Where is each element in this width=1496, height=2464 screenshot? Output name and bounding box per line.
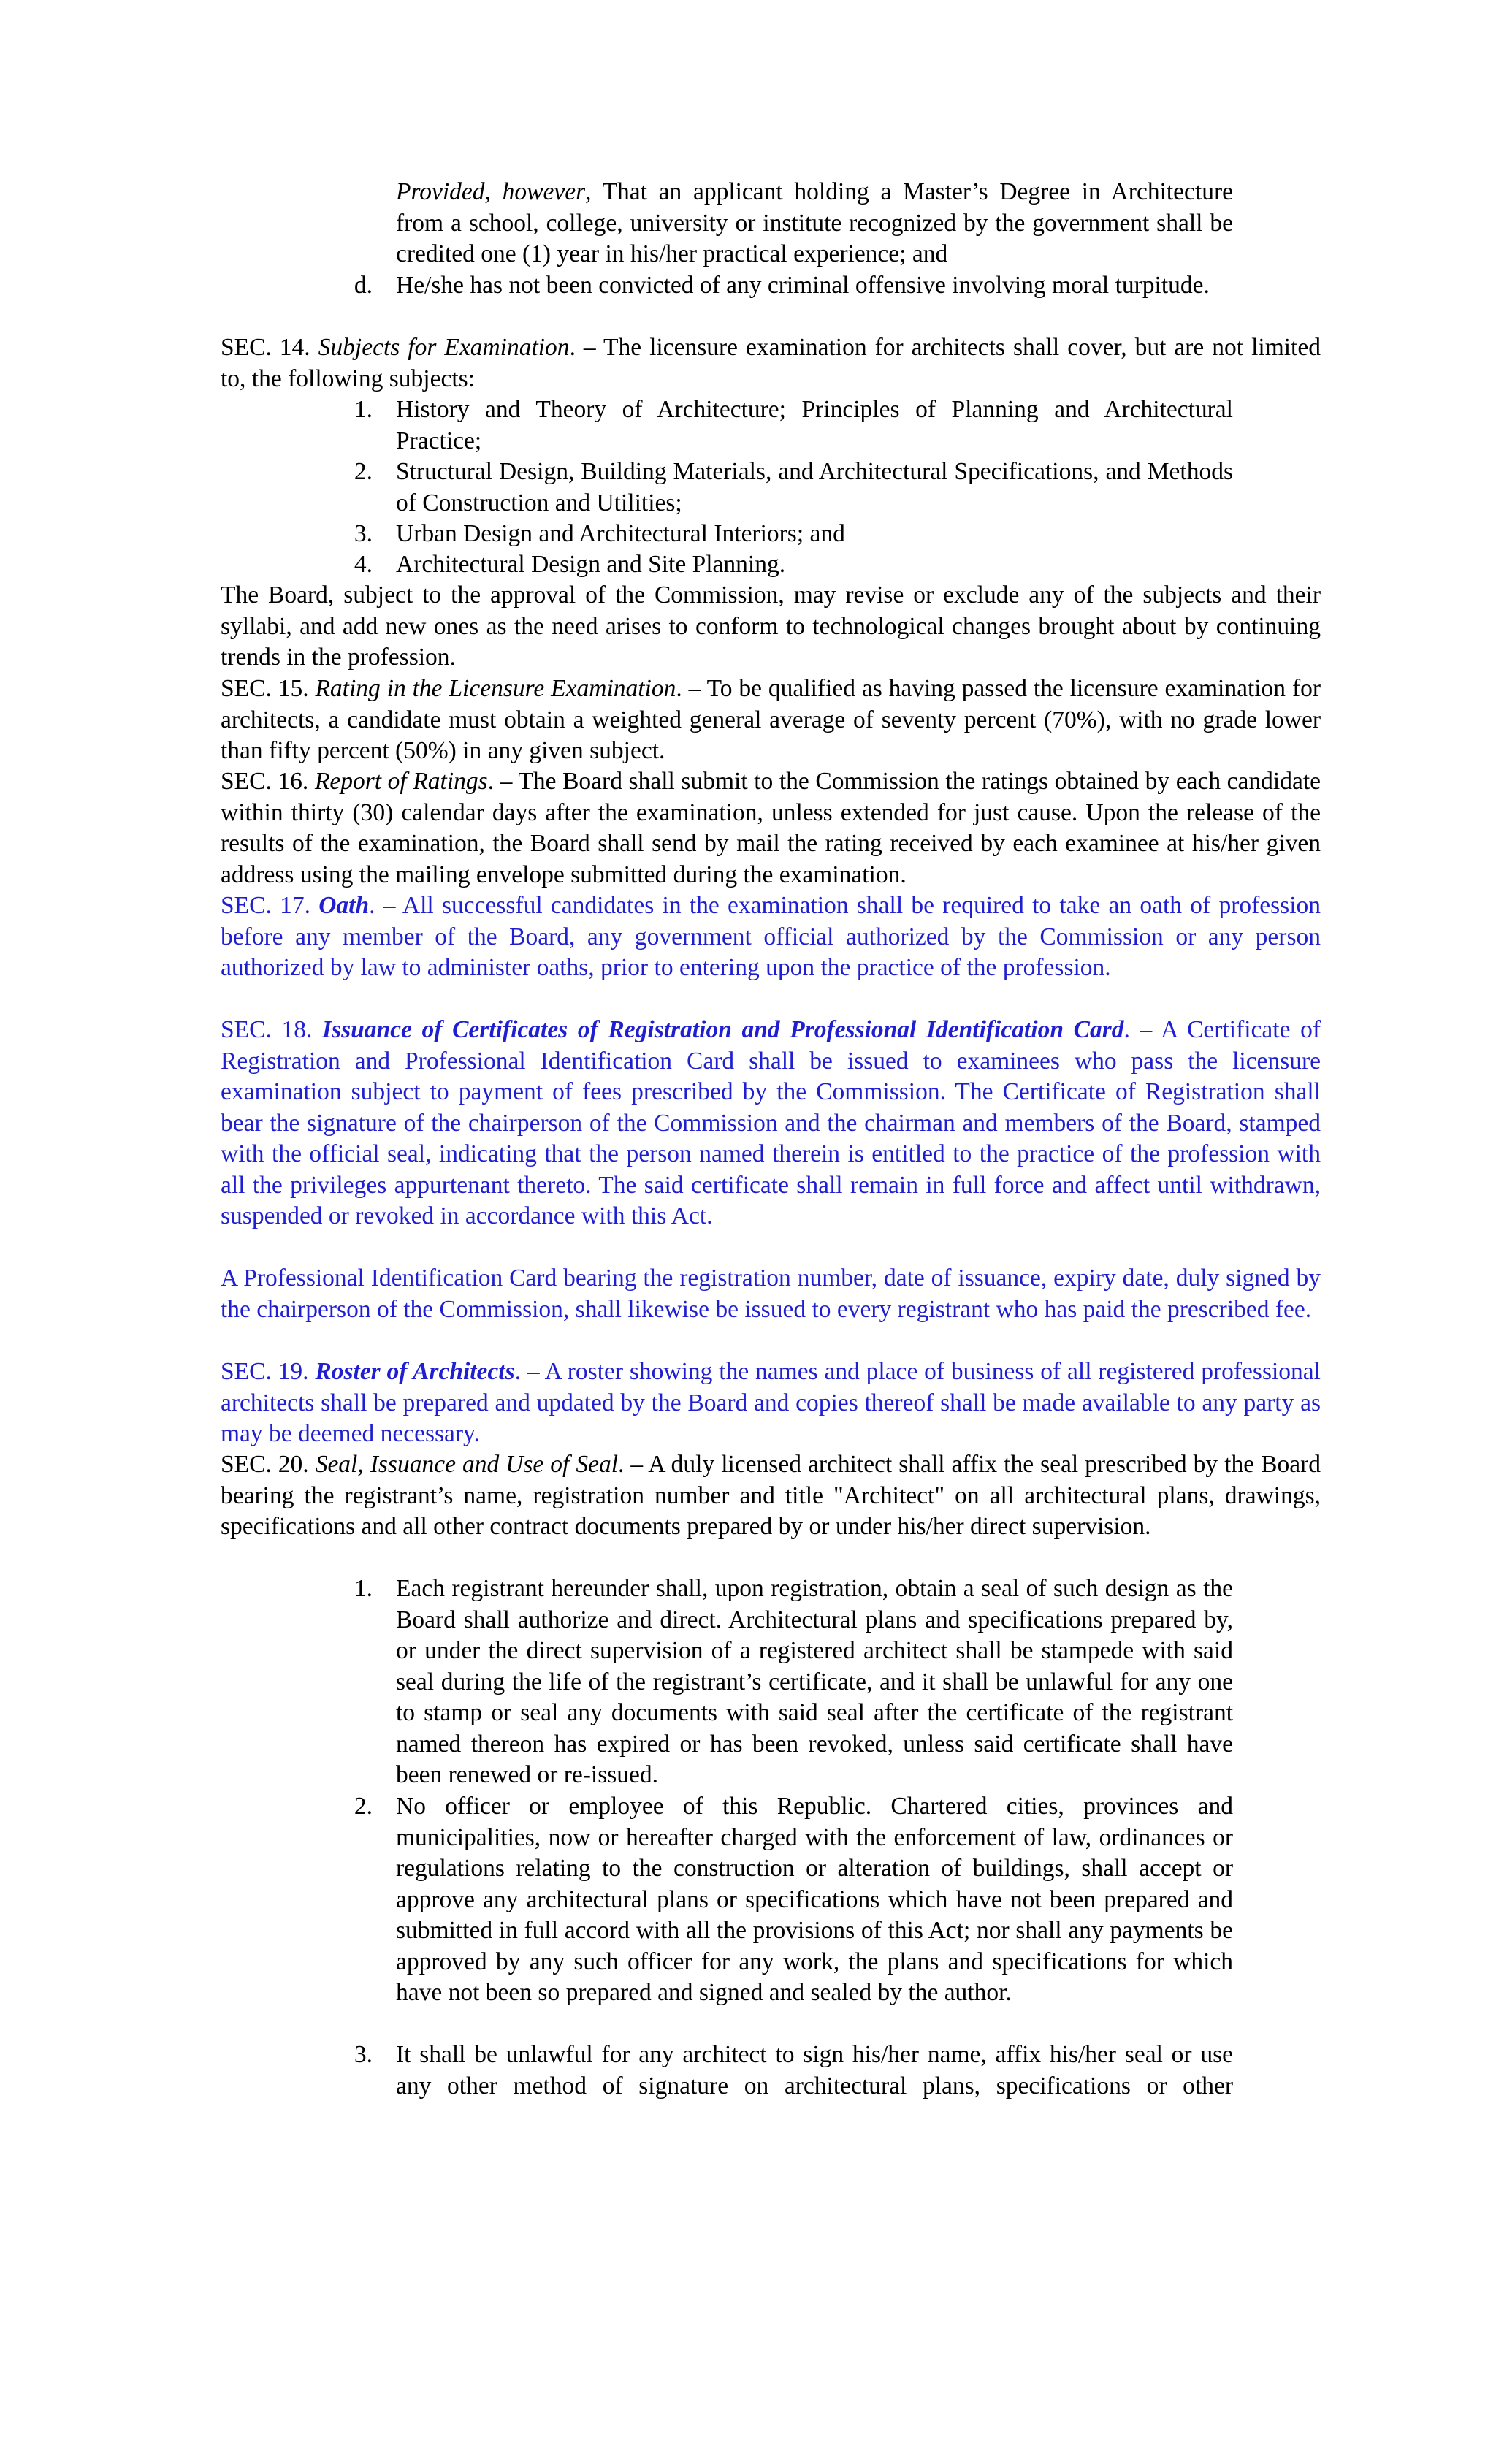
list-item-text: Each registrant hereunder shall, upon registration, obtain a seal of such design as the Board shall authorize and direct. Architectural plans and specifications prepared by, or under the direct supervision of a registered architect shall be stampede with said seal during the life of the registrant’s certificate, and it shall be unlawful for any one to stamp or seal any documents with said seal after the certificate of the registrant named thereon has expired or has been revoked, unless said certificate shall have been renewed or re-issued.: [396, 1575, 1233, 1788]
sec18-paragraph-2: A Professional Identification Card bearing the registration number, date of issuance, expiry date, duly signed by the chairperson of the Commission, shall likewise be issued to every registrant who has paid the prescribed fee.: [221, 1265, 1321, 1323]
list-marker: 1.: [354, 1575, 373, 1602]
sec17-title: Oath: [318, 892, 370, 919]
sec18-prefix: SEC. 18.: [221, 1016, 313, 1043]
sec15-prefix: SEC. 15.: [221, 675, 309, 702]
list-item-text: No officer or employee of this Republic. Chartered cities, provinces and municipalities, now or hereafter charged with the enforcement of law, ordinances or regulations relating to the construction or alteration of buildings, shall accept or approve any architectural plans or specifications which have not been prepared and submitted in full accord with all the provisions of this Act; nor shall any payments be approved by any such officer for any work, the plans and specifications for which have not been so prepared and signed and sealed by the author.: [396, 1793, 1233, 2006]
list-marker: 3.: [354, 2041, 373, 2068]
sec14-heading-paragraph: [221, 332, 1321, 394]
sec19-prefix: SEC. 19.: [221, 1358, 309, 1385]
sec17-prefix: SEC. 17.: [221, 892, 310, 919]
list-marker: d.: [354, 272, 373, 299]
sec20-prefix: SEC. 20.: [221, 1451, 309, 1478]
list-item-text: Structural Design, Building Materials, and Architectural Specifications, and Methods of Construction and Utilities;: [396, 458, 1233, 516]
sec15-title: Rating in the Licensure Examination: [315, 675, 676, 702]
sec16-paragraph: [221, 766, 1321, 890]
list-item-text: It shall be unlawful for any architect to sign his/her name, affix his/her seal or use any other method of signature on architectural plans, specifications or other: [396, 2041, 1233, 2099]
provided-lead: Provided, however: [396, 178, 586, 205]
sec16-prefix: SEC. 16.: [221, 768, 309, 795]
list-marker: 4.: [354, 551, 373, 578]
sec20-text: . – A duly licensed architect shall affix the seal prescribed by the Board bearing the registrant’s name, registration number and title "Architect" on all architectural plans, drawings, specifications and all other contract documents prepared by or under his/her direct supervision.: [221, 1451, 1321, 1540]
list-marker: 1.: [354, 396, 373, 423]
sec17-text: . – All successful candidates in the examination shall be required to take an oath of profession before any member of the Board, any government official authorized by the Commission or any person authorized by law to administer oaths, prior to entering upon the practice of the profession.: [221, 892, 1321, 981]
provided-text: , That an applicant holding a Master’s Degree in Architecture from a school, college, university or institute recognized by the government shall be credited one (1) year in his/her practical experience; and: [396, 178, 1234, 267]
list-item-text: Architectural Design and Site Planning.: [396, 551, 786, 578]
list-marker: 3.: [354, 520, 373, 547]
sec14-after-paragraph: The Board, subject to the approval of the Commission, may revise or exclude any of the subjects and their syllabi, and add new ones as the need arises to conform to technological changes brought about by continuing trends in the profession.: [221, 581, 1321, 671]
sec18-paragraph: [221, 1015, 1321, 1232]
list-marker: 2.: [354, 458, 373, 485]
sec14-title: Subjects for Examination: [318, 334, 570, 361]
sec16-title: Report of Ratings: [314, 768, 488, 795]
sec17-paragraph: [221, 890, 1321, 984]
list-item-text: History and Theory of Architecture; Principles of Planning and Architectural Practice;: [396, 396, 1233, 454]
sec20-paragraph: [221, 1449, 1321, 1543]
sec14-text: . – The licensure examination for architects shall cover, but are not limited to, the following subjects:: [221, 334, 1321, 392]
sec15-paragraph: [221, 674, 1321, 767]
list-item-text: He/she has not been convicted of any criminal offensive involving moral turpitude.: [396, 272, 1210, 299]
list-marker: 2.: [354, 1793, 373, 1820]
sec19-title: Roster of Architects: [315, 1358, 515, 1385]
list-item-text: Urban Design and Architectural Interiors; and: [396, 520, 845, 547]
sec19-text: . – A roster showing the names and place of business of all registered professional architects shall be prepared and updated by the Board and copies thereof shall be made available to any party as may be deemed necessary.: [221, 1358, 1321, 1447]
sec16-text: . – The Board shall submit to the Commission the ratings obtained by each candidate within thirty (30) calendar days after the examination, unless extended for just cause. Upon the release of the results of the examination, the Board shall send by mail the rating received by each examinee at his/her given address using the mailing envelope submitted during the examination.: [221, 768, 1321, 888]
sec15-text: . – To be qualified as having passed the licensure examination for architects, a candidate must obtain a weighted general average of seventy percent (70%), with no grade lower than fifty percent (50%) in any given subject.: [221, 675, 1321, 764]
provided-paragraph: [396, 177, 1233, 270]
sec19-paragraph: [221, 1357, 1321, 1450]
sec20-title: Seal, Issuance and Use of Seal: [315, 1451, 619, 1478]
sec18-title: Issuance of Certificates of Registration and Professional Identification Card: [322, 1016, 1124, 1043]
sec18-text: . – A Certificate of Registration and Professional Identification Card shall be issued to examinees who pass the licensure examination subject to payment of fees prescribed by the Commission. The Certificate of Registration shall bear the signature of the chairperson of the Commission and the chairman and members of the Board, stamped with the official seal, indicating that the person named therein is entitled to the practice of the profession with all the privileges appurtenant thereto. The said certificate shall remain in full force and affect until withdrawn, suspended or revoked in accordance with this Act.: [221, 1016, 1321, 1229]
sec14-prefix: SEC. 14.: [221, 334, 310, 361]
